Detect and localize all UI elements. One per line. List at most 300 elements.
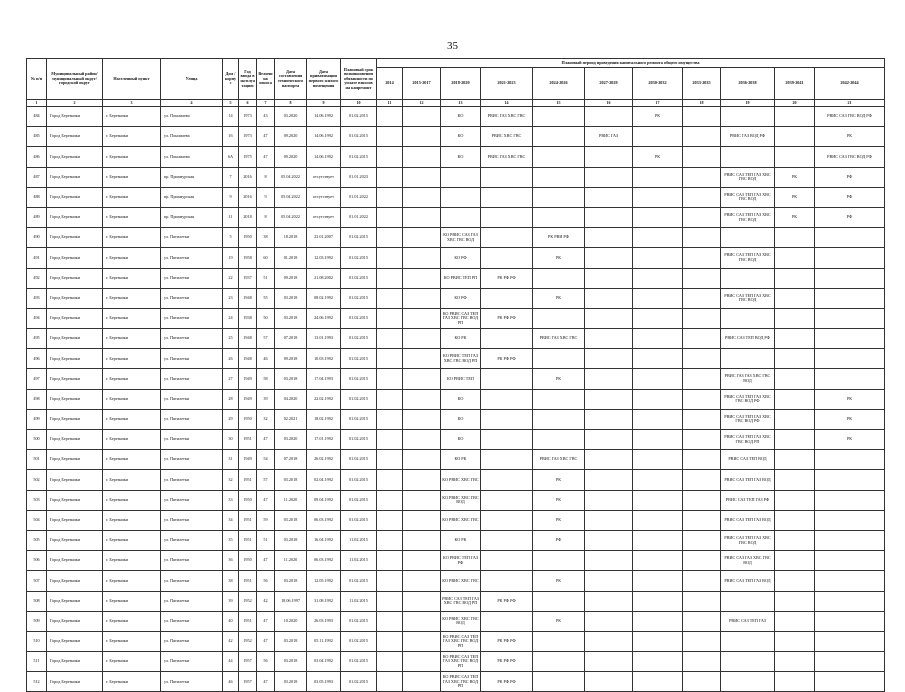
row-house: 25: [223, 329, 239, 349]
row-district: Город Березники: [47, 430, 103, 450]
row-period-cell: [585, 329, 633, 349]
row-district: Город Березники: [47, 611, 103, 631]
row-period-cell: [585, 248, 633, 268]
row-period-cell: [683, 652, 721, 672]
row-date-tech: 18.2018: [275, 228, 307, 248]
row-date-tech: 10.2020: [275, 611, 307, 631]
table-row: [27, 349, 885, 369]
row-year-built: 1958: [239, 248, 257, 268]
row-date-tech: 03.2018: [275, 530, 307, 550]
row-date-tech: 03.2018: [275, 288, 307, 308]
column-number: 14: [481, 100, 533, 107]
row-year-built: 1948: [239, 349, 257, 369]
row-date-priv: 17.01.1992: [307, 430, 341, 450]
row-period-cell: КО РВИС ТЕП ГАЗ ХВС ГВС ВОД РП: [441, 349, 481, 369]
row-date-tech: 01.2018: [275, 248, 307, 268]
row-period-cell: [815, 329, 885, 349]
row-period-cell: [633, 349, 683, 369]
row-year-built: 1951: [239, 530, 257, 550]
header-wear: Величина износа: [257, 59, 275, 100]
row-district: Город Березники: [47, 308, 103, 328]
row-period-cell: [585, 187, 633, 207]
row-date-priv: 31.08.1992: [307, 591, 341, 611]
row-period-cell: [481, 551, 533, 571]
row-period-cell: [683, 308, 721, 328]
table-row: [27, 329, 885, 349]
row-wear: 42: [257, 591, 275, 611]
row-period-cell: КО РВИС САЗ ТЕП ГАЗ ХВС ГВС ВОД РП: [441, 672, 481, 692]
row-period-cell: [377, 187, 403, 207]
header-period: 2021-2023: [481, 68, 533, 100]
row-period-cell: [775, 470, 815, 490]
row-house: 28: [223, 389, 239, 409]
row-period-cell: РВИС ГАЗ ХВС ГВС: [533, 329, 585, 349]
row-period-cell: КО РВИС ТЕП: [441, 369, 481, 389]
row-settlement: г. Березники: [103, 611, 161, 631]
row-settlement: г. Березники: [103, 107, 161, 127]
row-period-cell: [441, 207, 481, 227]
row-street: ул. Пятилетки: [161, 389, 223, 409]
row-settlement: г. Березники: [103, 430, 161, 450]
row-period-cell: [633, 248, 683, 268]
row-period-cell: [377, 510, 403, 530]
row-district: Город Березники: [47, 551, 103, 571]
row-period-cell: [775, 611, 815, 631]
row-period-cell: [481, 450, 533, 470]
header-period: 2033-2035: [683, 68, 721, 100]
row-period-cell: [481, 248, 533, 268]
row-wear: 47: [257, 490, 275, 510]
row-date-priv: 10.03.1992: [307, 349, 341, 369]
row-period-cell: [533, 147, 585, 167]
column-number: 19: [721, 100, 775, 107]
table-row: [27, 127, 885, 147]
row-wear: 39: [257, 389, 275, 409]
row-period-cell: РВИС ГАЗ ХВС ГВС: [481, 107, 533, 127]
row-deadline: 01.02.2015: [341, 268, 377, 288]
row-date-tech: 07.2018: [275, 329, 307, 349]
row-date-priv: 03.04.1992: [307, 652, 341, 672]
row-period-cell: [683, 107, 721, 127]
row-district: Город Березники: [47, 369, 103, 389]
row-house: 40: [223, 611, 239, 631]
row-house: 31: [223, 450, 239, 470]
row-period-cell: [377, 672, 403, 692]
row-period-cell: [441, 187, 481, 207]
row-period-cell: [403, 107, 441, 127]
row-deadline: 01.02.2015: [341, 571, 377, 591]
row-period-cell: [481, 611, 533, 631]
row-date-priv: отсутствует: [307, 187, 341, 207]
row-period-cell: [585, 510, 633, 530]
row-period-cell: [585, 551, 633, 571]
row-period-cell: КО РВИС ХВС ГВС: [441, 470, 481, 490]
row-district: Город Березники: [47, 530, 103, 550]
row-year-built: 2018: [239, 207, 257, 227]
row-period-cell: РВИС САЗ ТЕП ВОД РФ: [721, 329, 775, 349]
row-year-built: 2016: [239, 187, 257, 207]
row-number: 496: [27, 349, 47, 369]
row-period-cell: [585, 490, 633, 510]
row-date-priv: отсутствует: [307, 167, 341, 187]
row-house: 5: [223, 228, 239, 248]
row-period-cell: [377, 167, 403, 187]
row-year-built: 1950: [239, 228, 257, 248]
row-period-cell: КО: [441, 430, 481, 450]
row-period-cell: [815, 450, 885, 470]
row-number: 490: [27, 228, 47, 248]
row-period-cell: КО: [441, 409, 481, 429]
row-period-cell: КО: [441, 107, 481, 127]
header-deadline: Плановый срок возникновения обязанности по уплате взносов на капремонт: [341, 59, 377, 100]
row-period-cell: РК: [775, 187, 815, 207]
table-row: [27, 430, 885, 450]
row-period-cell: [585, 167, 633, 187]
row-year-built: 1948: [239, 329, 257, 349]
row-period-cell: [585, 672, 633, 692]
row-period-cell: [585, 207, 633, 227]
row-period-cell: [633, 369, 683, 389]
row-date-priv: 24.06.1992: [307, 308, 341, 328]
row-period-cell: [775, 288, 815, 308]
row-number: 509: [27, 611, 47, 631]
row-date-tech: 03.2020: [275, 107, 307, 127]
row-settlement: г. Березники: [103, 571, 161, 591]
row-period-cell: [683, 127, 721, 147]
table-row: [27, 107, 885, 127]
header-date-priv: Дата приватизации первого жилого помещения: [307, 59, 341, 100]
row-year-built: 1973: [239, 127, 257, 147]
row-period-cell: [585, 107, 633, 127]
row-period-cell: [377, 207, 403, 227]
row-house: 6А: [223, 147, 239, 167]
row-period-cell: [775, 591, 815, 611]
row-period-cell: [683, 490, 721, 510]
row-number: 488: [27, 187, 47, 207]
row-period-cell: [585, 530, 633, 550]
row-deadline: 01.02.2015: [341, 470, 377, 490]
row-period-cell: [683, 288, 721, 308]
row-period-cell: [815, 571, 885, 591]
row-number: 508: [27, 591, 47, 611]
row-wear: 51: [257, 268, 275, 288]
header-street: Улица: [161, 59, 223, 100]
table-row: [27, 530, 885, 550]
row-period-cell: [683, 147, 721, 167]
row-settlement: г. Березники: [103, 551, 161, 571]
header-period: 2039-2041: [775, 68, 815, 100]
row-year-built: 1937: [239, 268, 257, 288]
row-period-cell: РФ: [533, 530, 585, 550]
row-wear: 59: [257, 510, 275, 530]
row-deadline: 01.02.2015: [341, 430, 377, 450]
row-date-tech: 18.06.1997: [275, 591, 307, 611]
row-period-cell: [683, 530, 721, 550]
row-house: 7: [223, 167, 239, 187]
row-date-priv: 26.03.1993: [307, 611, 341, 631]
row-period-cell: [683, 571, 721, 591]
row-period-cell: [403, 308, 441, 328]
row-date-priv: 14.06.1992: [307, 127, 341, 147]
row-period-cell: [481, 187, 533, 207]
row-period-cell: [683, 510, 721, 530]
row-period-cell: [403, 430, 441, 450]
row-wear: 57: [257, 470, 275, 490]
row-settlement: г. Березники: [103, 268, 161, 288]
row-year-built: 1951: [239, 611, 257, 631]
row-period-cell: [775, 147, 815, 167]
header-period: 2036-2038: [721, 68, 775, 100]
row-year-built: 1957: [239, 672, 257, 692]
row-period-cell: [633, 167, 683, 187]
row-period-cell: КО РК: [441, 530, 481, 550]
row-street: ул. Пономаева: [161, 147, 223, 167]
row-date-priv: 17.04.1993: [307, 369, 341, 389]
row-period-cell: [721, 147, 775, 167]
row-street: пр. Приамурская: [161, 187, 223, 207]
row-settlement: г. Березники: [103, 308, 161, 328]
header-num: № п/п: [27, 59, 47, 100]
row-period-cell: [683, 187, 721, 207]
row-street: ул. Пятилетки: [161, 551, 223, 571]
row-period-cell: [585, 409, 633, 429]
row-house: 29: [223, 409, 239, 429]
row-period-cell: [721, 631, 775, 651]
row-number: 485: [27, 127, 47, 147]
row-period-cell: [683, 268, 721, 288]
row-house: 27: [223, 369, 239, 389]
row-period-cell: [633, 288, 683, 308]
row-deadline: 01.02.2015: [341, 127, 377, 147]
row-period-cell: [775, 510, 815, 530]
row-house: 11: [223, 207, 239, 227]
row-period-cell: [815, 369, 885, 389]
row-period-cell: [377, 490, 403, 510]
row-year-built: 1973: [239, 107, 257, 127]
row-period-cell: [815, 248, 885, 268]
row-number: 494: [27, 308, 47, 328]
row-period-cell: [403, 389, 441, 409]
table-row: [27, 490, 885, 510]
row-period-cell: [683, 228, 721, 248]
row-settlement: г. Березники: [103, 288, 161, 308]
column-number: 8: [275, 100, 307, 107]
row-period-cell: КО РК: [441, 329, 481, 349]
row-period-cell: [403, 611, 441, 631]
row-period-cell: РВИС ХВС ГВС: [481, 127, 533, 147]
row-period-cell: [633, 409, 683, 429]
row-house: 36: [223, 551, 239, 571]
row-period-cell: [585, 268, 633, 288]
row-district: Город Березники: [47, 329, 103, 349]
row-period-cell: [403, 288, 441, 308]
row-period-cell: [815, 611, 885, 631]
row-period-cell: [633, 591, 683, 611]
row-period-cell: [377, 450, 403, 470]
row-house: 16: [223, 127, 239, 147]
row-number: 512: [27, 672, 47, 692]
row-house: 19: [223, 248, 239, 268]
table-row: [27, 591, 885, 611]
row-district: Город Березники: [47, 248, 103, 268]
row-street: пр. Приамурская: [161, 167, 223, 187]
row-period-cell: [683, 672, 721, 692]
row-period-cell: [775, 631, 815, 651]
table-row: [27, 187, 885, 207]
column-number: 11: [377, 100, 403, 107]
row-period-cell: [633, 127, 683, 147]
row-wear: 47: [257, 551, 275, 571]
row-period-cell: [683, 611, 721, 631]
column-number: 6: [239, 100, 257, 107]
row-period-cell: РК: [533, 369, 585, 389]
row-period-cell: [441, 167, 481, 187]
row-street: ул. Пятилетки: [161, 470, 223, 490]
row-date-priv: 16.04.1992: [307, 530, 341, 550]
row-number: 497: [27, 369, 47, 389]
row-period-cell: [633, 187, 683, 207]
row-period-cell: [683, 430, 721, 450]
header-period: 2014: [377, 68, 403, 100]
row-period-cell: [683, 167, 721, 187]
row-period-cell: РВИС САЗ ТЕП ГАЗ ХВС ГВС ВОД РП: [721, 430, 775, 450]
row-period-cell: [633, 631, 683, 651]
header-period: 2027-2029: [585, 68, 633, 100]
row-date-tech: 09.2020: [275, 127, 307, 147]
row-year-built: 1952: [239, 631, 257, 651]
row-street: ул. Пятилетки: [161, 228, 223, 248]
row-period-cell: РК: [533, 611, 585, 631]
row-period-cell: КО РВИС ХВС ГВС ВОД: [441, 490, 481, 510]
column-number-row: [27, 100, 885, 107]
table-row: [27, 409, 885, 429]
row-period-cell: [721, 349, 775, 369]
row-period-cell: [815, 631, 885, 651]
row-year-built: 1949: [239, 389, 257, 409]
row-period-cell: [585, 389, 633, 409]
row-period-cell: [481, 470, 533, 490]
row-number: 492: [27, 268, 47, 288]
row-period-cell: РВИС САЗ ТЕП ГАЗ ХВС ГВС ВОД: [721, 288, 775, 308]
row-period-cell: [775, 329, 815, 349]
row-period-cell: [683, 248, 721, 268]
row-period-cell: [533, 672, 585, 692]
row-period-cell: РК: [815, 389, 885, 409]
row-period-cell: [775, 672, 815, 692]
row-date-priv: 12.03.1992: [307, 248, 341, 268]
row-period-cell: [815, 490, 885, 510]
row-period-cell: [775, 308, 815, 328]
row-period-cell: [403, 268, 441, 288]
row-period-cell: [585, 349, 633, 369]
table-row: [27, 207, 885, 227]
table-row: [27, 308, 885, 328]
row-period-cell: [633, 268, 683, 288]
row-settlement: г. Березники: [103, 349, 161, 369]
column-number: 12: [403, 100, 441, 107]
row-street: ул. Пятилетки: [161, 510, 223, 530]
row-period-cell: [585, 369, 633, 389]
row-period-cell: РК: [775, 167, 815, 187]
row-number: 498: [27, 389, 47, 409]
row-period-cell: РВИС САЗ ТЕП ГАЗ ХВС ГВС ВОД: [721, 530, 775, 550]
row-date-priv: 02.04.1992: [307, 470, 341, 490]
row-period-cell: [683, 631, 721, 651]
row-period-cell: [481, 490, 533, 510]
row-date-tech: 03.2018: [275, 571, 307, 591]
column-number: 21: [815, 100, 885, 107]
row-period-cell: [377, 288, 403, 308]
row-period-cell: [815, 228, 885, 248]
row-period-cell: КО РВИС САЗ ТЕП ГАЗ ХВС ГВС ВОД РП: [441, 631, 481, 651]
row-settlement: г. Березники: [103, 652, 161, 672]
row-district: Город Березники: [47, 591, 103, 611]
row-period-cell: РВИС САЗ ГВС ВОД РФ: [815, 107, 885, 127]
row-settlement: г. Березники: [103, 631, 161, 651]
row-number: 484: [27, 107, 47, 127]
header-row: [27, 59, 885, 68]
row-settlement: г. Березники: [103, 127, 161, 147]
row-period-cell: [633, 389, 683, 409]
header-planned-period: Плановый период проведения капитального ремонта общего имущества: [377, 59, 885, 68]
row-period-cell: [721, 308, 775, 328]
row-period-cell: [377, 268, 403, 288]
row-date-priv: 03.05.1993: [307, 672, 341, 692]
row-date-priv: 05.11.1992: [307, 631, 341, 651]
row-wear: 55: [257, 288, 275, 308]
row-date-priv: 08.02.1992: [307, 288, 341, 308]
row-period-cell: РК: [533, 490, 585, 510]
row-period-cell: РВИС САЗ ТЕП ГАЗ ХВС ГВС ВОД РФ: [721, 389, 775, 409]
row-year-built: 1948: [239, 288, 257, 308]
row-period-cell: [533, 268, 585, 288]
row-date-tech: 09.2020: [275, 147, 307, 167]
row-date-priv: 23.01.2007: [307, 228, 341, 248]
row-period-cell: РВИС САЗ ГАЗ ХВС ГВС ВОД: [721, 551, 775, 571]
row-period-cell: [403, 490, 441, 510]
row-period-cell: [585, 288, 633, 308]
row-period-cell: [775, 268, 815, 288]
row-period-cell: [815, 308, 885, 328]
row-period-cell: РК: [815, 430, 885, 450]
capital-repair-table: [26, 58, 885, 692]
row-period-cell: [815, 510, 885, 530]
table-row: [27, 470, 885, 490]
row-wear: 43: [257, 107, 275, 127]
row-street: ул. Пятилетки: [161, 490, 223, 510]
row-period-cell: [683, 389, 721, 409]
row-period-cell: [585, 571, 633, 591]
row-street: ул. Пятилетки: [161, 369, 223, 389]
row-district: Город Березники: [47, 672, 103, 692]
row-period-cell: РК РФ РФ: [481, 631, 533, 651]
row-period-cell: [815, 268, 885, 288]
row-deadline: 01.02.2015: [341, 510, 377, 530]
row-district: Город Березники: [47, 167, 103, 187]
row-period-cell: [775, 228, 815, 248]
row-period-cell: [585, 591, 633, 611]
row-street: ул. Пятилетки: [161, 672, 223, 692]
row-house: 46: [223, 672, 239, 692]
row-period-cell: [481, 389, 533, 409]
row-number: 503: [27, 490, 47, 510]
row-settlement: г. Березники: [103, 470, 161, 490]
row-wear: 56: [257, 652, 275, 672]
row-deadline: 01.02.2015: [341, 329, 377, 349]
row-street: ул. Пятилетки: [161, 308, 223, 328]
row-period-cell: [403, 450, 441, 470]
row-number: 501: [27, 450, 47, 470]
